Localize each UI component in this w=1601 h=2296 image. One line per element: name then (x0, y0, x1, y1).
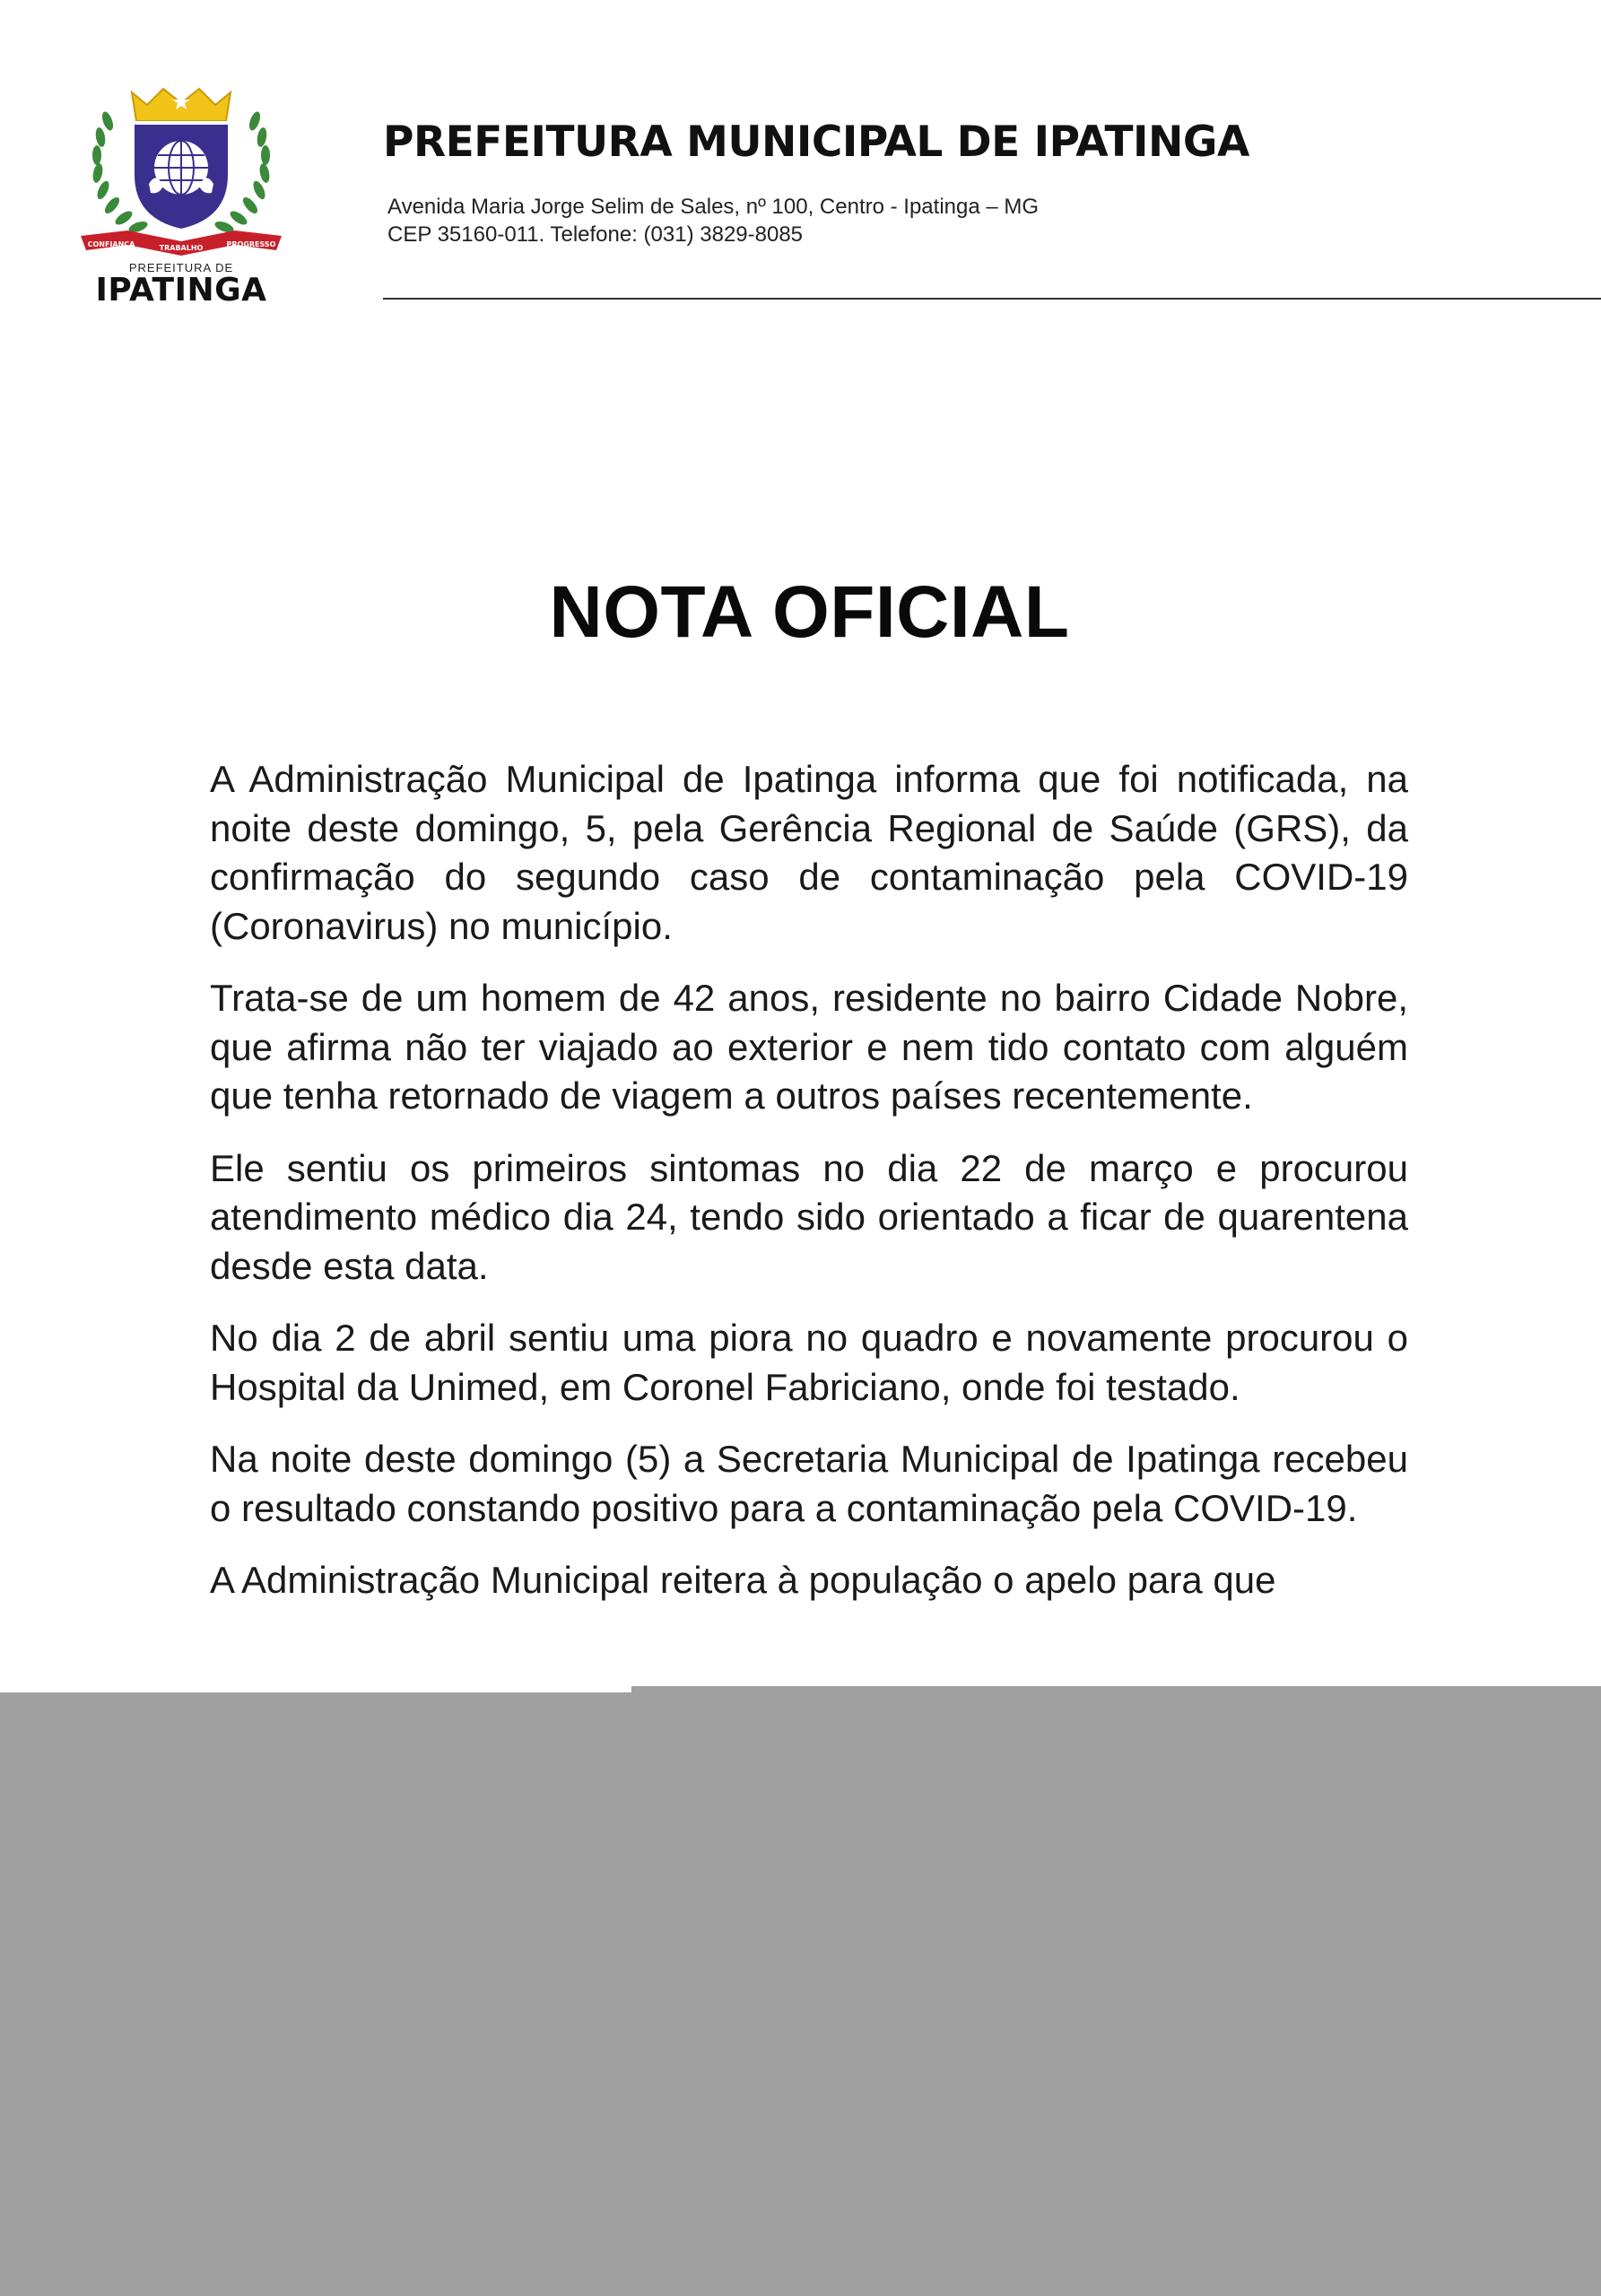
body-paragraph: A Administração Municipal de Ipatinga informa que foi notificada, na noite deste domingo, 5, pela Gerência Regional de Saúde (GRS), da confirmação do segundo caso de contaminação pela COVID-19 (Coronavirus) no município. (210, 758, 1408, 947)
address-line: Avenida Maria Jorge Selim de Sales, nº 100, Centro - Ipatinga – MG (387, 195, 1040, 219)
body-paragraph: A Administração Municipal reitera à população o apelo para que (210, 1559, 1276, 1601)
city-crest-icon (74, 85, 289, 265)
logo-subtitle: PREFEITURA DE (128, 261, 234, 274)
redaction-overlay (0, 1692, 1601, 2296)
document-body (210, 755, 1408, 1629)
body-paragraph: Na noite deste domingo (5) a Secretaria Municipal de Ipatinga recebeu o resultado constando positivo para a contaminação pela COVID-19. (210, 1438, 1408, 1529)
address-block (387, 193, 1039, 248)
city-logo (74, 85, 289, 309)
logo-name: IPATINGA (95, 272, 267, 309)
organization-title: PREFEITURA MUNICIPAL DE IPATINGA (383, 117, 1249, 167)
logo-banner-left: CONFIANÇA (87, 240, 135, 248)
logo-banner-right: PROGRESSO (226, 240, 276, 248)
logo-banner-center: TRABALHO (159, 244, 204, 252)
body-paragraph: No dia 2 de abril sentiu uma piora no quadro e novamente procurou o Hospital da Unimed, em Coronel Fabriciano, onde foi testado. (210, 1317, 1408, 1408)
header-divider (383, 298, 1601, 300)
body-paragraph: Ele sentiu os primeiros sintomas no dia 22 de março e procurou atendimento médico dia 24, tendo sido orientado a ficar de quarentena desde esta data. (210, 1146, 1408, 1287)
address-line: CEP 35160-011. Telefone: (031) 3829-8085 (387, 222, 804, 247)
body-paragraph: Trata-se de um homem de 42 anos, residente no bairro Cidade Nobre, que afirma não ter viajado ao exterior e nem tido contato com alguém que tenha retornado de viagem a outros países recentemente. (210, 977, 1408, 1117)
document-title: NOTA OFICIAL (549, 571, 1070, 653)
